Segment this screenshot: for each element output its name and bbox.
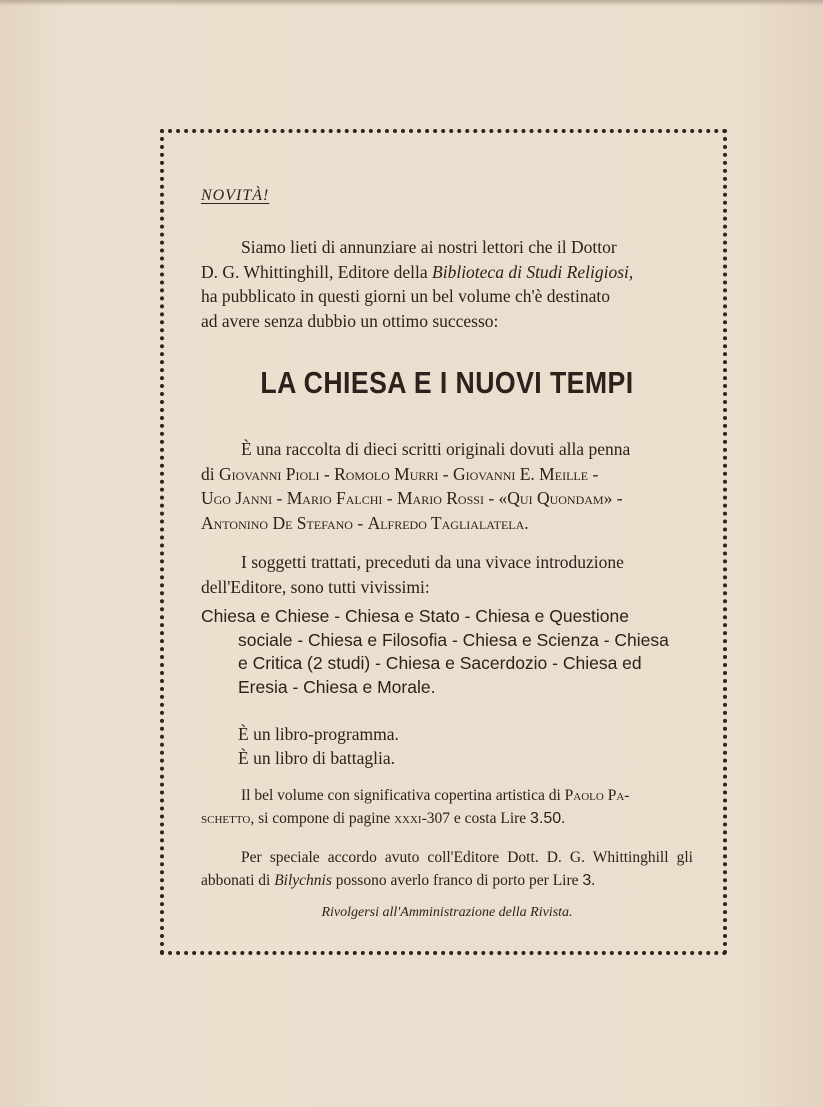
subjects-intro xyxy=(201,550,693,599)
volume-text-a: Il bel volume con significativa copertina artistica di xyxy=(241,787,565,804)
separator: - xyxy=(352,512,368,533)
claim-line-2: È un libro di battaglia. xyxy=(238,747,395,768)
offer-price: 3 xyxy=(582,871,592,889)
volume-text-d: . xyxy=(561,809,566,827)
artist-name-a: Paolo Pa- xyxy=(564,787,630,804)
offer-paragraph xyxy=(201,847,693,892)
separator: - xyxy=(319,463,335,484)
book-title: LA CHIESA E I NUOVI TEMPI xyxy=(260,365,634,400)
subjects-intro-line-1: I soggetti trattati, preceduti da una vivace introduzione xyxy=(241,552,624,572)
volume-paragraph xyxy=(201,785,693,830)
topics-line-2: sociale - Chiesa e Filosofia - Chiesa e Scienza - Chiesa xyxy=(238,629,669,650)
author-meille: Giovanni E. Meille xyxy=(452,463,589,484)
author-janni: Ugo Janni xyxy=(201,488,273,508)
page-count: xxxi-307 xyxy=(394,809,450,827)
claims xyxy=(201,723,399,770)
authors-paragraph xyxy=(201,437,693,535)
separator: - xyxy=(438,463,453,484)
separator: - xyxy=(382,488,397,508)
intro-line-4: ad avere senza dubbio un ottimo successo: xyxy=(201,310,499,331)
topics-line-3: e Critica (2 studi) - Chiesa e Sacerdozio - Chiesa ed xyxy=(238,653,642,673)
volume-text-b: , si compone di pagine xyxy=(250,809,395,827)
separator: - xyxy=(612,488,623,508)
authors-line-3 xyxy=(201,511,693,536)
separator: - xyxy=(272,488,287,508)
author-rossi: Mario Rossi xyxy=(396,488,484,508)
intro-line-2 xyxy=(201,260,693,285)
author-de-stefano: Antonino De Stefano xyxy=(201,512,353,533)
authors-end: . xyxy=(524,512,529,533)
offer-text-a: Per speciale accordo avuto coll'Editore Dott. D. G. Whittinghill gli abbonati di xyxy=(201,849,693,889)
notice-heading: NOVITÀ! xyxy=(201,187,270,204)
author-taglialatela: Alfredo Taglialatela xyxy=(367,512,525,533)
authors-prefix: di xyxy=(201,463,219,484)
intro-paragraph xyxy=(201,235,693,333)
volume-price: 3.50 xyxy=(530,809,562,827)
author-falchi: Mario Falchi xyxy=(286,488,383,508)
claim-line-1: È un libro-programma. xyxy=(238,724,399,744)
journal-name: Bilychnis xyxy=(274,871,332,889)
authors-line-1 xyxy=(201,462,693,487)
topics-list xyxy=(201,605,693,699)
subjects-intro-line-2: dell'Editore, sono tutti vivissimi: xyxy=(201,576,430,597)
intro-line-2-text: D. G. Whittinghill, Editore della xyxy=(201,261,433,282)
contact-note: Rivolgersi all'Amministrazione della Rivista. xyxy=(321,905,573,920)
dotted-border-frame xyxy=(160,129,727,955)
offer-text-b: possono averlo franco di porto per Lire xyxy=(331,871,583,889)
offer-text-c: . xyxy=(591,871,596,889)
artist-name-b: schetto xyxy=(201,809,251,827)
topics-line-1: Chiesa e Chiese - Chiesa e Stato - Chiesa e Questione xyxy=(201,606,630,626)
separator: - xyxy=(588,463,599,484)
separator: - xyxy=(483,488,499,508)
author-qui-quondam: «Qui Quondam» xyxy=(498,488,613,508)
authors-line-2 xyxy=(201,486,693,511)
series-name: Biblioteca di Studi Religiosi, xyxy=(432,261,634,282)
topics-line-4: Eresia - Chiesa e Morale. xyxy=(238,676,436,697)
authors-lead: È una raccolta di dieci scritti originali dovuti alla penna xyxy=(241,439,631,459)
intro-line-3: ha pubblicato in questi giorni un bel volume ch'è destinato xyxy=(201,286,610,306)
author-pioli: Giovanni Pioli xyxy=(219,463,320,484)
author-murri: Romolo Murri xyxy=(334,463,439,484)
volume-text-c: e costa Lire xyxy=(450,809,531,827)
page-top-edge xyxy=(0,0,823,6)
intro-line-1: Siamo lieti di annunziare ai nostri lettori che il Dottor xyxy=(241,237,617,257)
